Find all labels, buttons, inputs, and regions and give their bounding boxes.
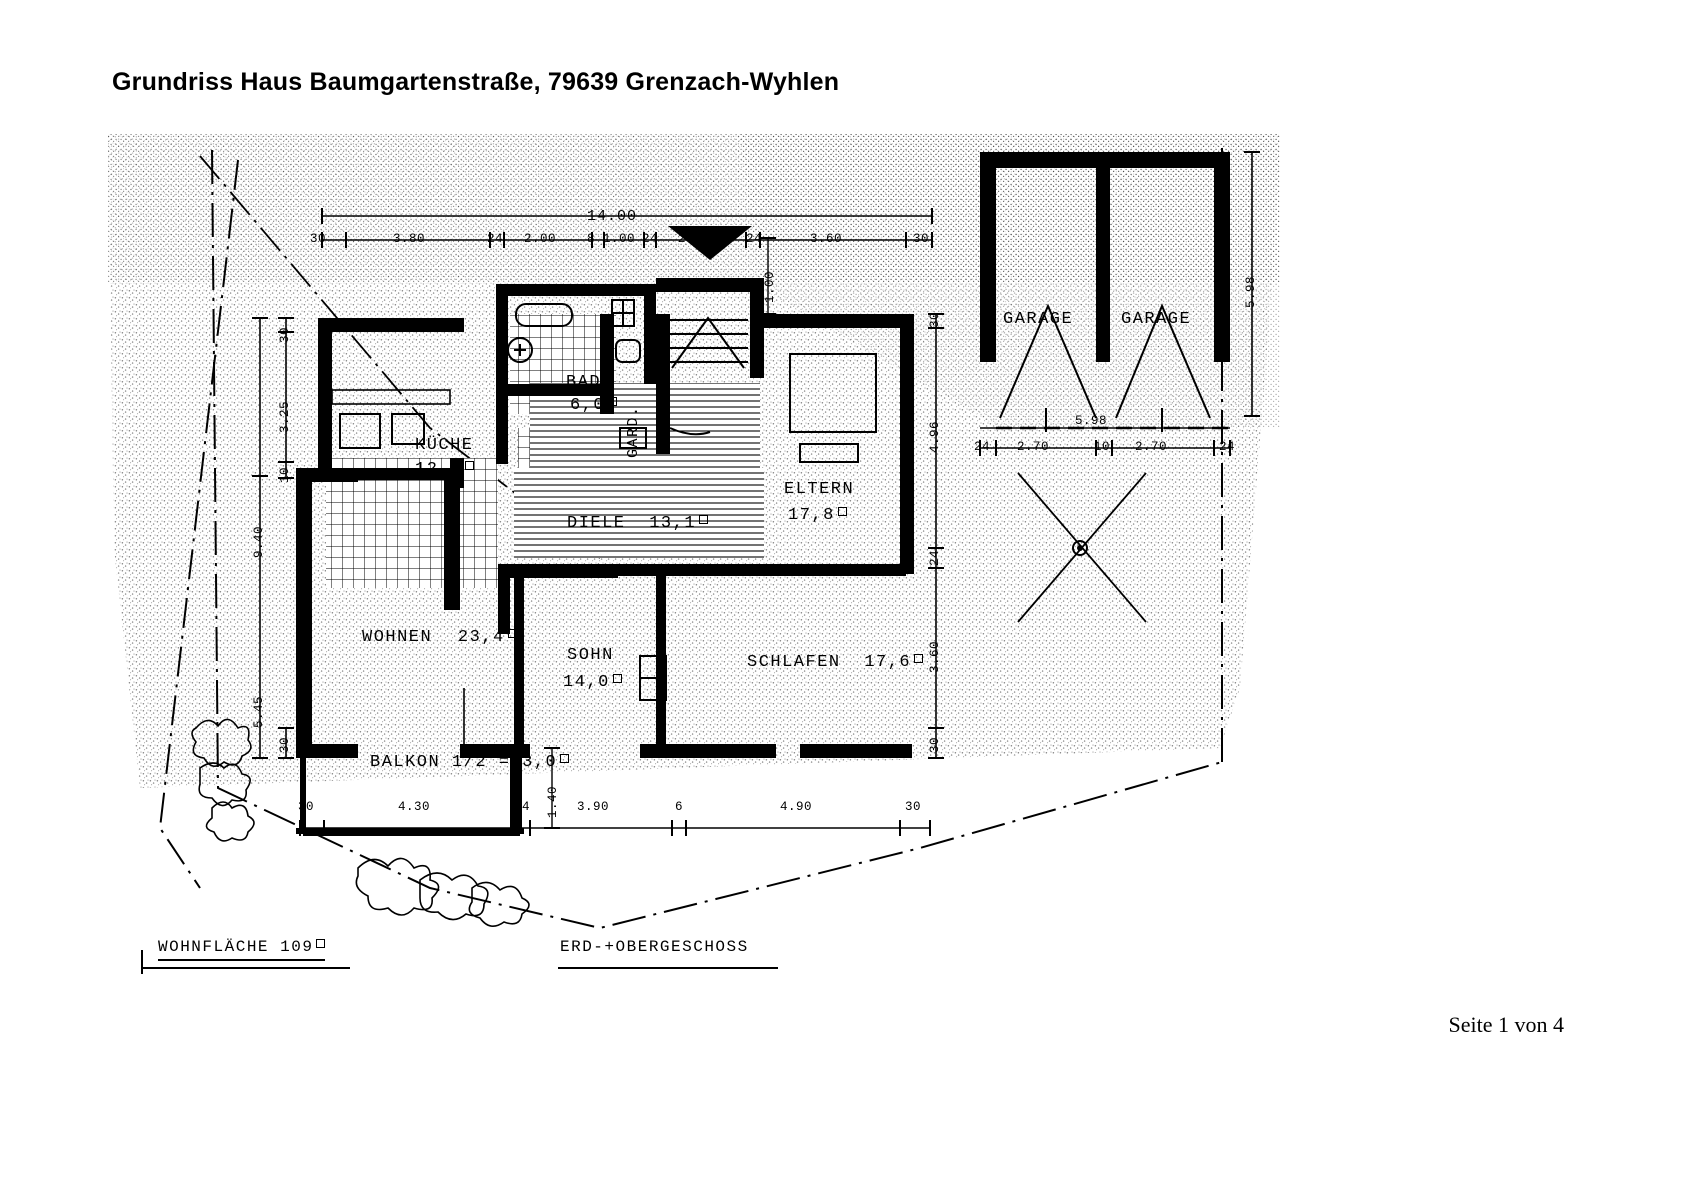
dim-right-2: 4.96: [928, 420, 942, 453]
room-area-balkon-value: 3,0: [522, 753, 558, 772]
sqm-icon: [508, 629, 517, 638]
dim-left-outer-1: 9.40: [252, 525, 266, 558]
room-area-kueche: 12,3: [415, 460, 462, 479]
sqm-icon: [613, 674, 622, 683]
room-name-bad: BAD: [566, 373, 602, 392]
dim-bottom-1: 30: [298, 800, 315, 814]
dim-top-11: 30: [913, 232, 930, 246]
sqm-icon: [914, 654, 923, 663]
sqm-icon: [608, 397, 617, 406]
dim-misc-1: 1.00: [763, 270, 777, 303]
room-label-garage-2: GARAGE: [1121, 310, 1192, 329]
room-label-sohn: [567, 646, 614, 665]
room-name-wohnen: WOHNEN: [362, 628, 433, 647]
room-label-gard: GARD.: [625, 405, 642, 458]
dim-garage-bay-5: 24: [1219, 440, 1236, 454]
room-area-diele: 13,1: [649, 514, 697, 533]
room-label-garage-1: GARAGE: [1003, 310, 1074, 329]
room-name-eltern: ELTERN: [784, 480, 855, 499]
dim-top-4: 2.00: [524, 232, 557, 246]
sqm-icon: [316, 939, 325, 948]
sqm-icon: [560, 754, 569, 763]
caption-wohnflaeche-text: WOHNFLÄCHE 109: [158, 938, 314, 956]
dim-top-2: 3.80: [393, 232, 426, 246]
dim-garage-right: 5.98: [1244, 275, 1258, 308]
dim-top-9: 24: [746, 232, 763, 246]
dim-left-inner-3: 10: [278, 466, 292, 483]
caption-geschoss: ERD-+OBERGESCHOSS: [560, 938, 749, 956]
dim-top-7: 24: [642, 232, 659, 246]
caption-wohnflaeche: [158, 938, 325, 961]
room-area-eltern-wrap: [788, 506, 847, 525]
dim-top-8: 2.20: [678, 232, 711, 246]
dim-garage-bay-3: 10: [1094, 440, 1111, 454]
sqm-icon: [699, 515, 708, 524]
dim-right-5: 30: [928, 736, 942, 753]
room-label-wohnen: [362, 628, 517, 647]
dim-top-total: 14.00: [587, 208, 638, 225]
dim-bottom-4: 3.90: [577, 800, 610, 814]
room-area-sohn: 14,0: [563, 673, 610, 692]
dim-bottom-2: 4.30: [398, 800, 431, 814]
room-label-bad: [566, 373, 601, 392]
dim-top-5: 8: [587, 232, 596, 246]
room-area-eltern: 17,8: [788, 506, 835, 525]
dim-top-3: 24: [487, 232, 504, 246]
room-name-sohn: SOHN: [567, 646, 614, 665]
dim-top-1: 30: [310, 232, 327, 246]
room-area-schlafen: 17,6: [864, 653, 912, 672]
dim-left-inner-1: 30: [278, 326, 292, 343]
room-label-eltern: [784, 480, 854, 499]
room-name-schlafen: SCHLAFEN: [747, 653, 841, 672]
floor-plan-drawing: [100, 128, 1400, 978]
page-footer: Seite 1 von 4: [1448, 1012, 1564, 1037]
floor-plan-svg: [100, 128, 1400, 978]
dim-garage-width: 5.98: [1075, 414, 1108, 428]
dim-garage-bay-4: 2.70: [1135, 440, 1168, 454]
dim-bottom-5: 6: [675, 800, 684, 814]
dim-bottom-6: 4.90: [780, 800, 813, 814]
room-area-bad-wrap: [570, 396, 617, 415]
room-area-wohnen: 23,4: [457, 628, 505, 647]
dim-bottom-7: 30: [905, 800, 922, 814]
room-name-kueche: KÜCHE: [415, 436, 474, 455]
dim-top-6: 1.00: [603, 232, 636, 246]
sqm-icon: [838, 507, 847, 516]
dim-misc-3: 1.40: [546, 785, 560, 818]
room-name-diele: DIELE: [567, 514, 626, 533]
dim-right-1: 30: [928, 311, 942, 328]
room-label-schlafen: [747, 653, 923, 672]
dim-garage-bay-1: 24: [974, 440, 991, 454]
sqm-icon: [465, 461, 474, 470]
room-area-sohn-wrap: [563, 673, 622, 692]
dim-top-10: 3.60: [810, 232, 843, 246]
dim-left-inner-2: 3.25: [278, 400, 292, 433]
room-area-balkon: =: [498, 753, 511, 772]
room-area-bad: 6,0: [570, 396, 606, 415]
dim-left-inner-4: 30: [278, 736, 292, 753]
dim-garage-bay-2: 2.70: [1017, 440, 1050, 454]
room-area-kueche-wrap: [415, 460, 474, 479]
room-name-balkon: BALKON 1/2: [370, 753, 488, 772]
room-label-diele: [567, 514, 708, 533]
dim-left-outer-2: 5.45: [252, 695, 266, 728]
page-title: Grundriss Haus Baumgartenstraße, 79639 Grenzach-Wyhlen: [112, 68, 840, 96]
dim-right-3: 24: [928, 549, 942, 566]
dim-bottom-3: 24: [514, 800, 531, 814]
dim-right-4: 3.60: [928, 640, 942, 673]
room-label-balkon: [370, 753, 569, 772]
room-label-kueche: [415, 436, 474, 455]
